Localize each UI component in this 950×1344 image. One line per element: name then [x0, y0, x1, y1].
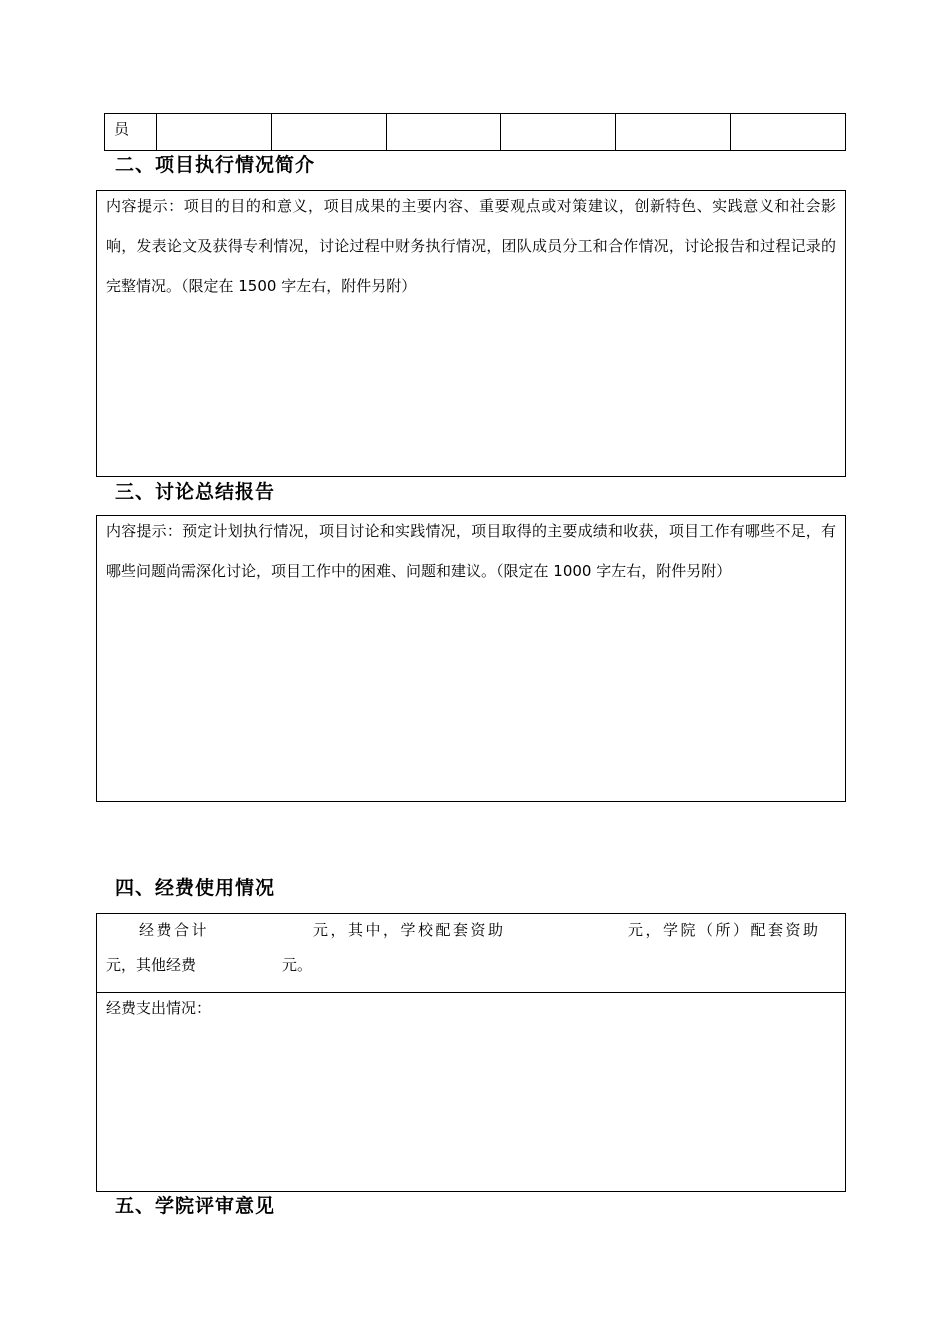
table-row	[105, 114, 846, 151]
section-2-hint: 内容提示：项目的目的和意义，项目成果的主要内容、重要观点或对策建议，创新特色、实践意义和社会影响，发表论文及获得专利情况，讨论过程中财务执行情况，团队成员分工和合作情况，讨论报告和过程记录的完整情况。（限定在 1500 字左右，附件另附）	[106, 197, 836, 295]
expense-details-label: 经费支出情况：	[106, 999, 212, 1017]
members-table	[104, 113, 846, 151]
member-cell[interactable]	[386, 114, 501, 151]
member-cell[interactable]	[616, 114, 731, 151]
member-cell[interactable]	[731, 114, 846, 151]
section-2-title: 二、项目执行情况简介	[115, 154, 316, 176]
members-row-label: 员	[105, 114, 157, 151]
member-cell[interactable]	[157, 114, 272, 151]
section-3-title: 三、讨论总结报告	[115, 481, 276, 503]
budget-school-label: 元，其中，学校配套资助	[313, 921, 506, 939]
section-3-textbox[interactable]	[96, 515, 846, 802]
budget-summary-box	[96, 913, 846, 993]
section-5-title: 五、学院评审意见	[115, 1195, 276, 1217]
section-2-textbox[interactable]	[96, 190, 846, 477]
budget-end-label: 元。	[282, 956, 313, 974]
member-cell[interactable]	[271, 114, 386, 151]
section-3-hint: 内容提示：预定计划执行情况，项目讨论和实践情况，项目取得的主要成绩和收获，项目工作有哪些不足，有哪些问题尚需深化讨论，项目工作中的困难、问题和建议。（限定在 1000 字左右，附件另附）	[106, 522, 836, 580]
budget-line-1	[97, 914, 845, 950]
budget-college-label: 元，学院（所）配套资助	[628, 921, 821, 939]
budget-total-label: 经费合计	[139, 921, 210, 939]
budget-other-label: 元，其他经费	[106, 956, 197, 974]
member-cell[interactable]	[501, 114, 616, 151]
expense-details-box[interactable]	[96, 992, 846, 1192]
section-4-title: 四、经费使用情况	[115, 877, 276, 899]
